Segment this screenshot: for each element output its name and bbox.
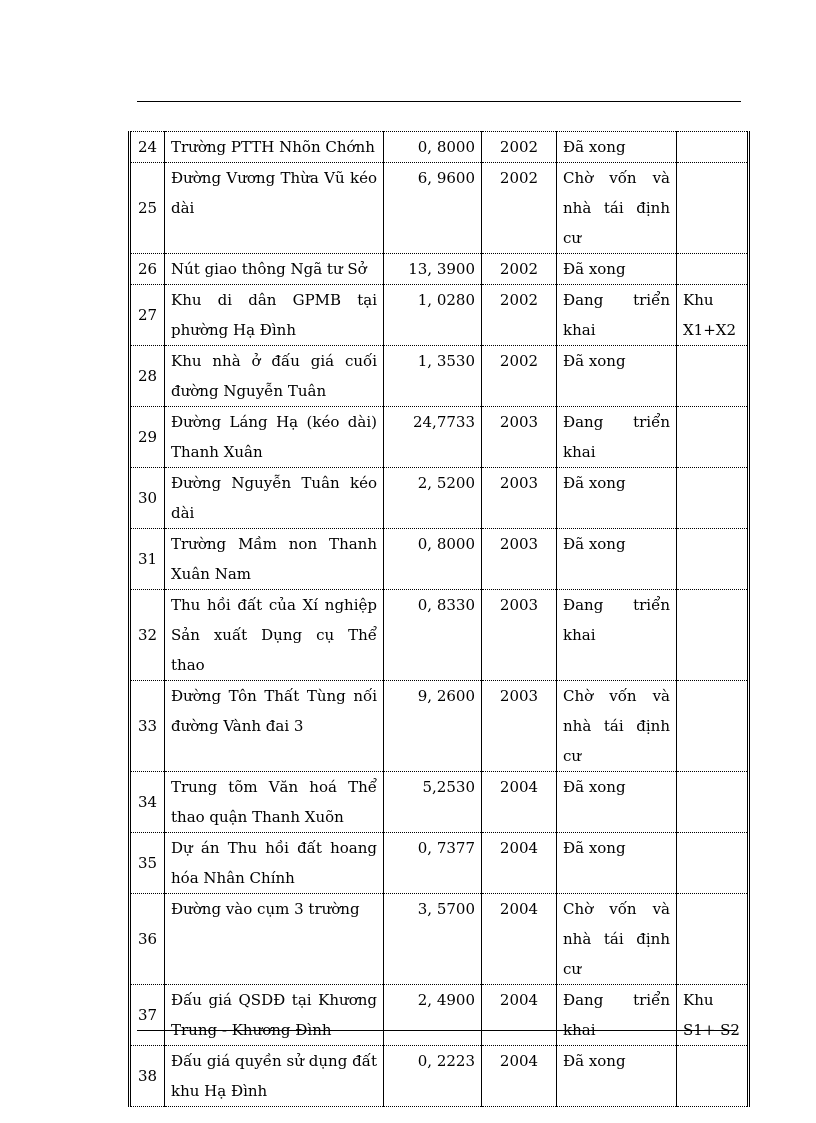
note-value — [677, 894, 749, 985]
area-value: 6, 9600 — [384, 163, 482, 254]
year-value: 2003 — [482, 590, 557, 681]
project-name: Trường PTTH Nhõn Chớnh — [165, 132, 384, 163]
project-name: Dự án Thu hồi đất hoang hóa Nhân Chính — [165, 833, 384, 894]
status-value: Đã xong — [557, 529, 677, 590]
area-value: 5,2530 — [384, 772, 482, 833]
note-value: Khu S1+ S2 — [677, 985, 749, 1046]
status-value: Đã xong — [557, 254, 677, 285]
year-value: 2002 — [482, 254, 557, 285]
status-value: Chờ vốn và nhà tái định cư — [557, 163, 677, 254]
table-row — [130, 894, 749, 985]
status-value: Đã xong — [557, 1046, 677, 1107]
year-value: 2003 — [482, 468, 557, 529]
row-number: 26 — [130, 254, 165, 285]
note-value — [677, 407, 749, 468]
area-value: 3, 5700 — [384, 894, 482, 985]
project-table — [128, 131, 750, 1107]
year-value: 2003 — [482, 681, 557, 772]
area-value: 0, 8000 — [384, 529, 482, 590]
note-value — [677, 590, 749, 681]
area-value: 1, 0280 — [384, 285, 482, 346]
row-number: 37 — [130, 985, 165, 1046]
table-row — [130, 529, 749, 590]
year-value: 2004 — [482, 833, 557, 894]
note-value — [677, 1046, 749, 1107]
status-value: Đang triển khai — [557, 285, 677, 346]
table-row — [130, 346, 749, 407]
row-number: 27 — [130, 285, 165, 346]
note-value: Khu X1+X2 — [677, 285, 749, 346]
note-value — [677, 468, 749, 529]
row-number: 31 — [130, 529, 165, 590]
row-number: 28 — [130, 346, 165, 407]
project-name: Thu hồi đất của Xí nghiệp Sản xuất Dụng cụ Thể thao — [165, 590, 384, 681]
row-number: 36 — [130, 894, 165, 985]
note-value — [677, 132, 749, 163]
project-name: Trung tõm Văn hoá Thể thao quận Thanh Xuõn — [165, 772, 384, 833]
status-value: Đã xong — [557, 132, 677, 163]
table-row — [130, 254, 749, 285]
table-row — [130, 132, 749, 163]
header-rule — [137, 101, 741, 102]
year-value: 2004 — [482, 894, 557, 985]
status-value: Đã xong — [557, 468, 677, 529]
table-row — [130, 985, 749, 1046]
area-value: 0, 7377 — [384, 833, 482, 894]
table-body — [130, 132, 749, 1107]
status-value: Đang triển khai — [557, 985, 677, 1046]
project-name: Đấu giá quyền sử dụng đất khu Hạ Đình — [165, 1046, 384, 1107]
table-row — [130, 1046, 749, 1107]
year-value: 2002 — [482, 163, 557, 254]
footer-rule — [137, 1030, 737, 1031]
row-number: 30 — [130, 468, 165, 529]
year-value: 2003 — [482, 407, 557, 468]
year-value: 2004 — [482, 1046, 557, 1107]
row-number: 25 — [130, 163, 165, 254]
project-name: Đường Láng Hạ (kéo dài) Thanh Xuân — [165, 407, 384, 468]
year-value: 2002 — [482, 132, 557, 163]
note-value — [677, 529, 749, 590]
note-value — [677, 346, 749, 407]
project-name: Nút giao thông Ngã tư Sở — [165, 254, 384, 285]
table-row — [130, 833, 749, 894]
row-number: 38 — [130, 1046, 165, 1107]
project-name: Trường Mầm non Thanh Xuân Nam — [165, 529, 384, 590]
area-value: 2, 5200 — [384, 468, 482, 529]
table-row — [130, 772, 749, 833]
status-value: Đã xong — [557, 346, 677, 407]
note-value — [677, 681, 749, 772]
year-value: 2002 — [482, 285, 557, 346]
note-value — [677, 254, 749, 285]
table-row — [130, 285, 749, 346]
status-value: Chờ vốn và nhà tái định cư — [557, 681, 677, 772]
area-value: 0, 2223 — [384, 1046, 482, 1107]
year-value: 2004 — [482, 772, 557, 833]
row-number: 24 — [130, 132, 165, 163]
row-number: 35 — [130, 833, 165, 894]
project-name: Đấu giá QSDĐ tại Khương Trung - Khương Đình — [165, 985, 384, 1046]
year-value: 2002 — [482, 346, 557, 407]
status-value: Đã xong — [557, 772, 677, 833]
note-value — [677, 772, 749, 833]
year-value: 2004 — [482, 985, 557, 1046]
status-value: Chờ vốn và nhà tái định cư — [557, 894, 677, 985]
row-number: 29 — [130, 407, 165, 468]
row-number: 32 — [130, 590, 165, 681]
area-value: 13, 3900 — [384, 254, 482, 285]
project-name: Đường vào cụm 3 trường — [165, 894, 384, 985]
note-value — [677, 163, 749, 254]
area-value: 1, 3530 — [384, 346, 482, 407]
table-row — [130, 407, 749, 468]
area-value: 0, 8330 — [384, 590, 482, 681]
area-value: 9, 2600 — [384, 681, 482, 772]
table-row — [130, 590, 749, 681]
year-value: 2003 — [482, 529, 557, 590]
project-name: Khu di dân GPMB tại phường Hạ Đình — [165, 285, 384, 346]
project-name: Đường Vương Thừa Vũ kéo dài — [165, 163, 384, 254]
status-value: Đang triển khai — [557, 407, 677, 468]
note-value — [677, 833, 749, 894]
area-value: 0, 8000 — [384, 132, 482, 163]
table-row — [130, 681, 749, 772]
area-value: 2, 4900 — [384, 985, 482, 1046]
status-value: Đã xong — [557, 833, 677, 894]
area-value: 24,7733 — [384, 407, 482, 468]
project-name: Đường Tôn Thất Tùng nối đường Vành đai 3 — [165, 681, 384, 772]
project-name: Đường Nguyễn Tuân kéo dài — [165, 468, 384, 529]
project-name: Khu nhà ở đấu giá cuối đường Nguyễn Tuân — [165, 346, 384, 407]
table-row — [130, 163, 749, 254]
status-value: Đang triển khai — [557, 590, 677, 681]
row-number: 34 — [130, 772, 165, 833]
table-row — [130, 468, 749, 529]
row-number: 33 — [130, 681, 165, 772]
